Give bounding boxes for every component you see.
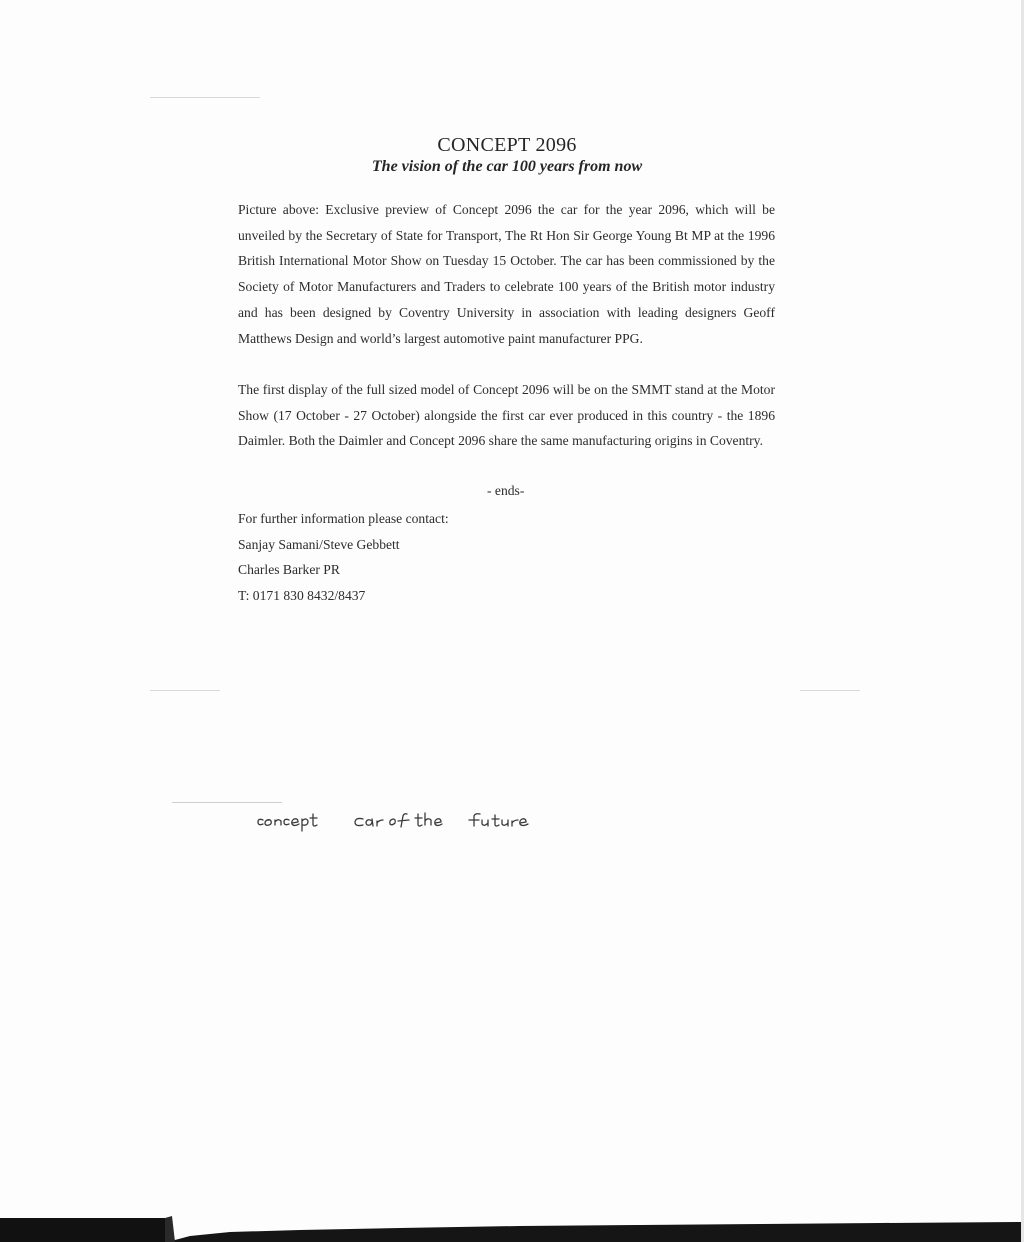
document-subtitle: The vision of the car 100 years from now (371, 158, 643, 175)
handwritten-note (255, 806, 545, 836)
contact-block (238, 506, 449, 609)
scan-artifact-line (150, 97, 260, 98)
paragraph-display-info: The first display of the full sized model of Concept 2096 will be on the SMMT stand at the Motor Show (17 October - 27 October) alongside the first car ever produced in this country - the 1896 Daimler. Both the Daimler and Concept 2096 share the same manufacturing origins in Coventry. (238, 382, 775, 449)
contact-phone: T: 0171 830 8432/8437 (238, 588, 366, 604)
scan-artifact-line (800, 690, 860, 691)
contact-names: Sanjay Samani/Steve Gebbett (238, 536, 400, 552)
ends-marker: - ends- (487, 483, 525, 498)
scan-edge-bar (0, 1214, 1024, 1242)
paragraph-picture-caption: Picture above: Exclusive preview of Concept 2096 the car for the year 2096, which will be unveiled by the Secretary of State for Transport, The Rt Hon Sir George Young Bt MP at the 1996 British International Motor Show on Tuesday 15 October. The car has been commissioned by the Society of Motor Manufacturers and Traders to celebrate 100 years of the British motor industry and has been designed by Coventry University in association with leading designers Geoff Matthews Design and world’s largest automotive paint manufacturer PPG. (238, 202, 775, 346)
scan-artifact-line (150, 690, 220, 691)
contact-intro: For further information please contact: (238, 511, 449, 526)
contact-agency: Charles Barker PR (238, 562, 340, 578)
document-title: CONCEPT 2096 (437, 134, 577, 156)
scan-artifact-line (172, 802, 282, 803)
